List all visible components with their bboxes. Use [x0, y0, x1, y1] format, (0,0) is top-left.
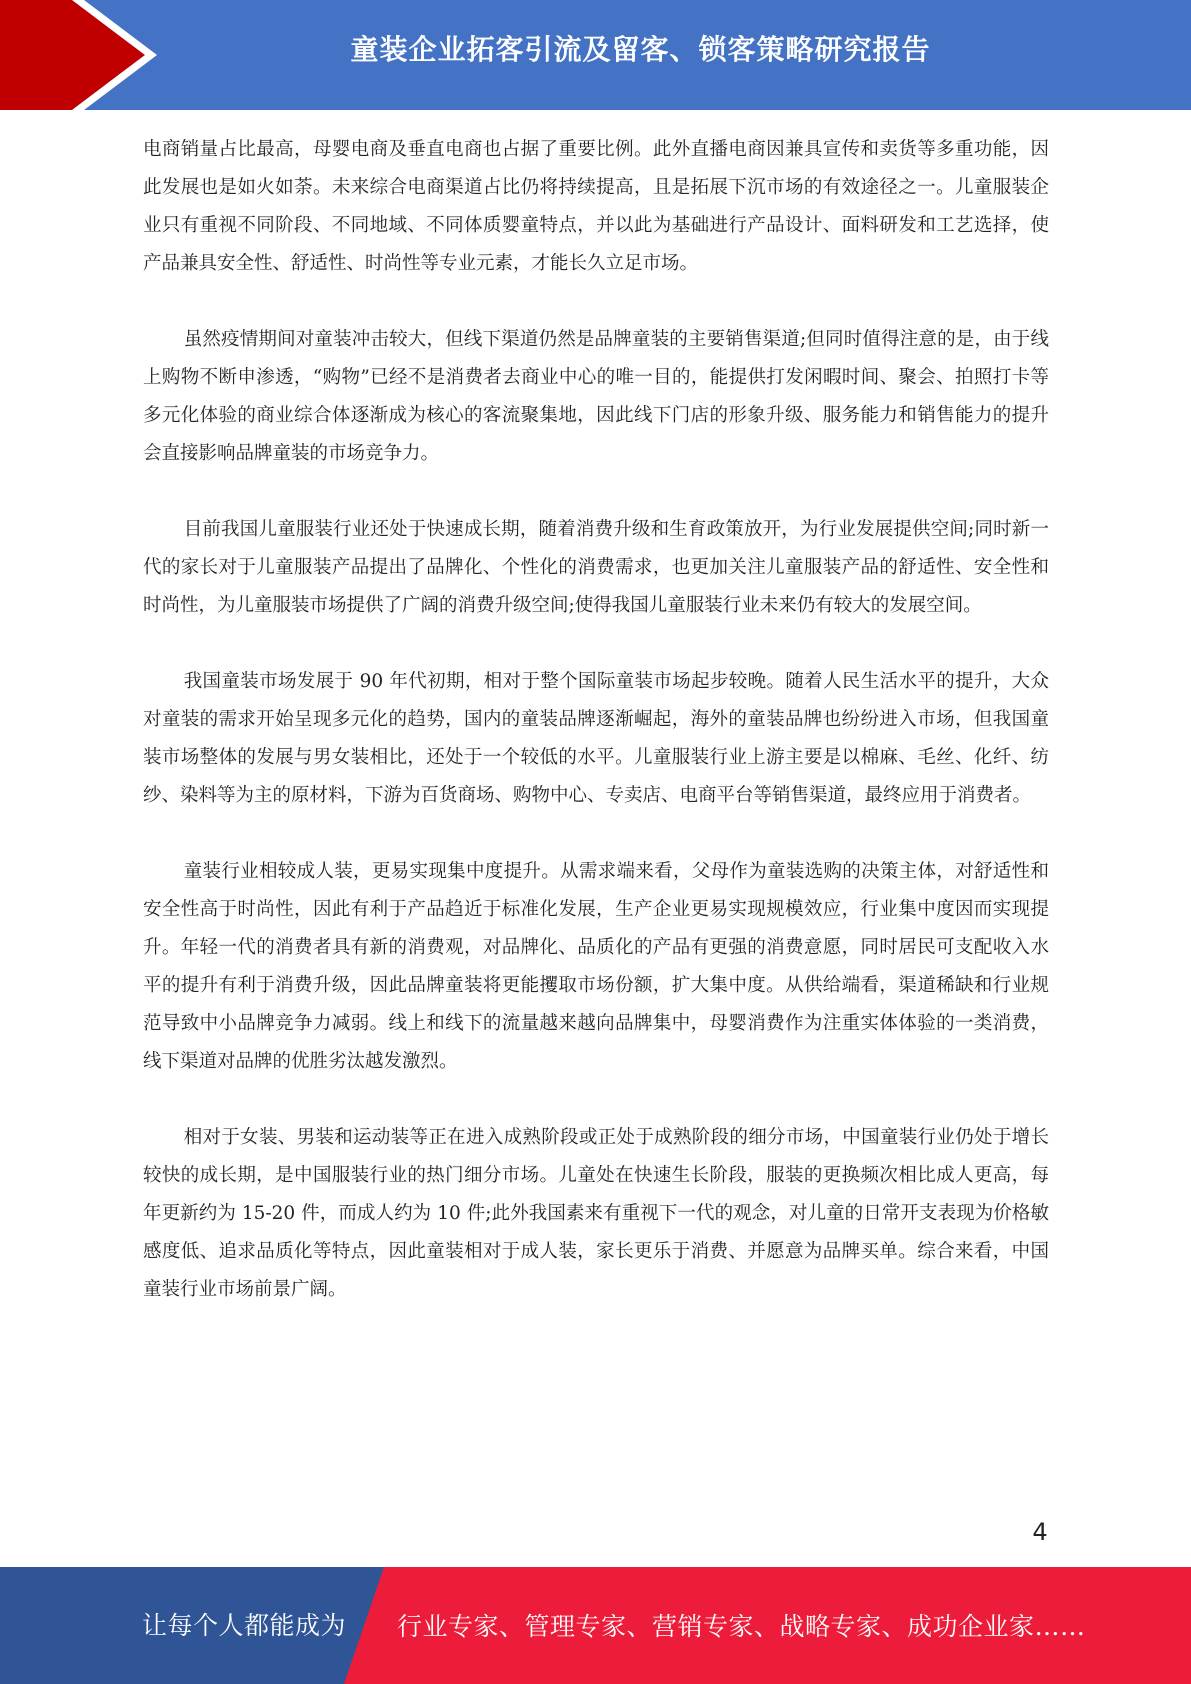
- paragraph-1: 电商销量占比最高，母婴电商及垂直电商也占据了重要比例。此外直播电商因兼具宣传和卖货等多重功能，因此发展也是如火如荼。未来综合电商渠道占比仍将持续提高，且是拓展下沉市场的有效途径之一。儿童服装企业只有重视不同阶段、不同地域、不同体质婴童特点，并以此为基础进行产品设计、面料研发和工艺选择，使产品兼具安全性、舒适性、时尚性等专业元素，才能长久立足市场。: [143, 139, 1049, 274]
- paragraph-4: 我国童装市场发展于 90 年代初期，相对于整个国际童装市场起步较晚。随着人民生活水平的提升，大众对童装的需求开始呈现多元化的趋势，国内的童装品牌逐渐崛起，海外的童装品牌也纷纷进入市场，但我国童装市场整体的发展与男女装相比，还处于一个较低的水平。儿童服装行业上游主要是以棉麻、毛丝、化纤、纺纱、染料等为主的原材料，下游为百货商场、购物中心、专卖店、电商平台等销售渠道，最终应用于消费者。: [143, 671, 1049, 806]
- document-body: [143, 131, 1049, 1347]
- footer-slogan-left: 让每个人都能成为: [142, 1611, 347, 1640]
- paragraph-3: 目前我国儿童服装行业还处于快速成长期，随着消费升级和生育政策放开，为行业发展提供空间;同时新一代的家长对于儿童服装产品提出了品牌化、个性化的消费需求，也更加关注儿童服装产品的舒适性、安全性和时尚性，为儿童服装市场提供了广阔的消费升级空间;使得我国儿童服装行业未来仍有较大的发展空间。: [143, 519, 1049, 616]
- paragraph-5: 童装行业相较成人装，更易实现集中度提升。从需求端来看，父母作为童装选购的决策主体，对舒适性和安全性高于时尚性，因此有利于产品趋近于标准化发展，生产企业更易实现规模效应，行业集中度因而实现提升。年轻一代的消费者具有新的消费观，对品牌化、品质化的产品有更强的消费意愿，同时居民可支配收入水平的提升有利于消费升级，因此品牌童装将更能攫取市场份额，扩大集中度。从供给端看，渠道稀缺和行业规范导致中小品牌竞争力减弱。线上和线下的流量越来越向品牌集中，母婴消费作为注重实体体验的一类消费，线下渠道对品牌的优胜劣汰越发激烈。: [143, 861, 1049, 1072]
- paragraph-6: 相对于女装、男装和运动装等正在进入成熟阶段或正处于成熟阶段的细分市场，中国童装行业仍处于增长较快的成长期，是中国服装行业的热门细分市场。儿童处在快速生长阶段，服装的更换频次相比成人更高，每年更新约为 15-20 件，而成人约为 10 件;此外我国素来有重视下一代的观念，对儿童的日常开支表现为价格敏感度低、追求品质化等特点，因此童装相对于成人装，家长更乐于消费、并愿意为品牌买单。综合来看，中国童装行业市场前景广阔。: [143, 1127, 1049, 1300]
- page-header: [0, 0, 1191, 110]
- page-number: 4: [1032, 1518, 1048, 1546]
- paragraph-2: 虽然疫情期间对童装冲击较大，但线下渠道仍然是品牌童装的主要销售渠道;但同时值得注意的是，由于线上购物不断申渗透，“购物”已经不是消费者去商业中心的唯一目的，能提供打发闲暇时间、聚会、拍照打卡等多元化体验的商业综合体逐渐成为核心的客流聚集地，因此线下门店的形象升级、服务能力和销售能力的提升会直接影响品牌童装的市场竞争力。: [143, 329, 1049, 464]
- footer-slogan-right: 行业专家、管理专家、营销专家、战略专家、成功企业家……: [397, 1612, 1086, 1641]
- header-arrow-decoration: [0, 0, 160, 110]
- report-title: 童装企业拓客引流及留客、锁客策略研究报告: [350, 33, 931, 66]
- page-footer: [0, 1567, 1191, 1684]
